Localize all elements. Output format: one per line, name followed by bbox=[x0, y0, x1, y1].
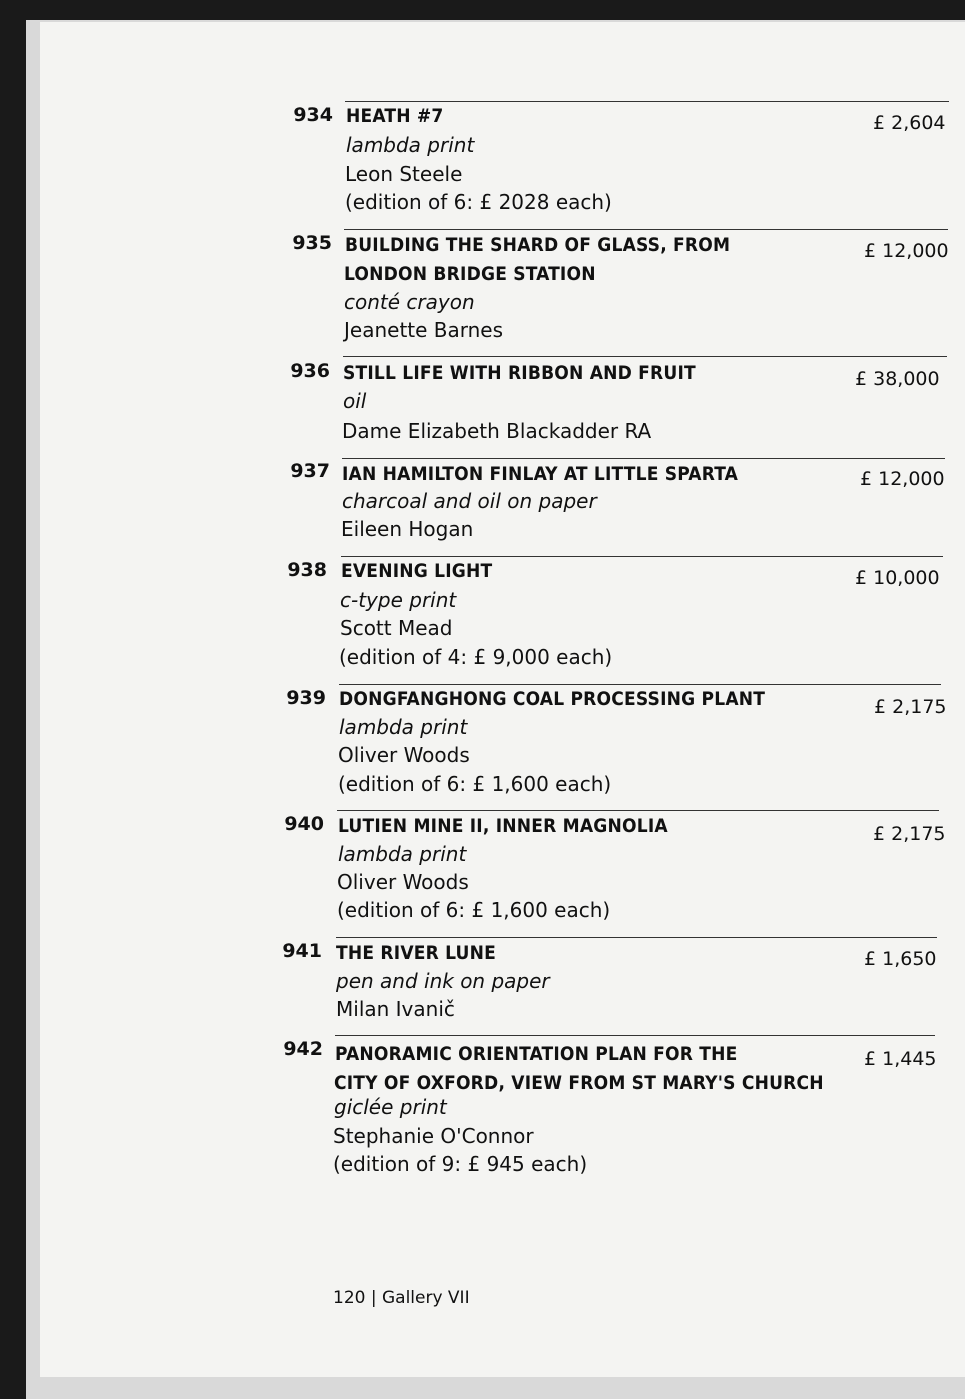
artwork-title: EVENING LIGHT bbox=[341, 560, 493, 582]
edition-info: (edition of 4: £ 9,000 each) bbox=[339, 645, 613, 669]
artist-name: Oliver Woods bbox=[337, 870, 469, 894]
lot-number: 938 bbox=[287, 559, 327, 581]
entry-divider bbox=[343, 356, 947, 357]
artist-name: Leon Steele bbox=[345, 162, 463, 186]
artwork-title-line-2: CITY OF OXFORD, VIEW FROM ST MARY'S CHURCH bbox=[334, 1072, 824, 1094]
artwork-medium: charcoal and oil on paper bbox=[342, 489, 597, 513]
artwork-title-line-1: BUILDING THE SHARD OF GLASS, FROM bbox=[345, 234, 731, 256]
lot-number: 941 bbox=[282, 940, 322, 962]
entry-divider bbox=[336, 937, 937, 938]
artwork-title: HEATH #7 bbox=[346, 105, 444, 127]
artist-name: Stephanie O'Connor bbox=[333, 1124, 534, 1148]
artist-name: Jeanette Barnes bbox=[344, 318, 504, 342]
page-footer: 120 | Gallery VII bbox=[333, 1288, 470, 1308]
entry-divider bbox=[335, 1035, 935, 1036]
price: £ 12,000 bbox=[864, 240, 949, 262]
lot-number: 935 bbox=[292, 232, 332, 254]
artwork-medium: oil bbox=[343, 389, 367, 413]
artwork-title-line-1: PANORAMIC ORIENTATION PLAN FOR THE bbox=[335, 1043, 738, 1065]
lot-number: 939 bbox=[286, 687, 326, 709]
artwork-medium: giclée print bbox=[334, 1095, 447, 1119]
artwork-title-line-2: LONDON BRIDGE STATION bbox=[344, 263, 596, 285]
price: £ 2,604 bbox=[873, 112, 946, 134]
entry-divider bbox=[342, 458, 945, 459]
price: £ 1,650 bbox=[864, 948, 937, 970]
artwork-title: THE RIVER LUNE bbox=[336, 942, 497, 964]
artist-name: Oliver Woods bbox=[338, 743, 470, 767]
lot-number: 942 bbox=[283, 1038, 323, 1060]
price: £ 2,175 bbox=[874, 696, 947, 718]
artist-name: Scott Mead bbox=[340, 616, 453, 640]
artwork-medium: conté crayon bbox=[344, 290, 475, 314]
artwork-medium: lambda print bbox=[339, 715, 468, 739]
artwork-title: IAN HAMILTON FINLAY AT LITTLE SPARTA bbox=[342, 463, 739, 485]
edition-info: (edition of 6: £ 1,600 each) bbox=[337, 898, 611, 922]
artist-name: Milan Ivanič bbox=[336, 997, 455, 1021]
lot-number: 936 bbox=[290, 360, 330, 382]
price: £ 2,175 bbox=[873, 823, 946, 845]
price: £ 10,000 bbox=[855, 567, 940, 589]
artist-name: Eileen Hogan bbox=[341, 517, 474, 541]
entry-divider bbox=[337, 810, 939, 811]
artwork-medium: lambda print bbox=[346, 133, 475, 157]
price: £ 12,000 bbox=[860, 468, 945, 490]
artist-name: Dame Elizabeth Blackadder RA bbox=[342, 419, 652, 443]
artwork-medium: pen and ink on paper bbox=[336, 969, 550, 993]
artwork-title: LUTIEN MINE II, INNER MAGNOLIA bbox=[338, 815, 668, 837]
artwork-medium: c-type print bbox=[340, 588, 457, 612]
edition-info: (edition of 6: £ 1,600 each) bbox=[338, 772, 612, 796]
lot-number: 940 bbox=[284, 813, 324, 835]
lot-number: 934 bbox=[293, 104, 333, 126]
edition-info: (edition of 6: £ 2028 each) bbox=[345, 190, 612, 214]
entry-divider bbox=[344, 229, 948, 230]
artwork-title: DONGFANGHONG COAL PROCESSING PLANT bbox=[339, 688, 766, 710]
lot-number: 937 bbox=[290, 460, 330, 482]
price: £ 1,445 bbox=[864, 1048, 937, 1070]
edition-info: (edition of 9: £ 945 each) bbox=[333, 1152, 588, 1176]
artwork-medium: lambda print bbox=[338, 842, 467, 866]
artwork-title: STILL LIFE WITH RIBBON AND FRUIT bbox=[343, 362, 696, 384]
price: £ 38,000 bbox=[855, 368, 940, 390]
